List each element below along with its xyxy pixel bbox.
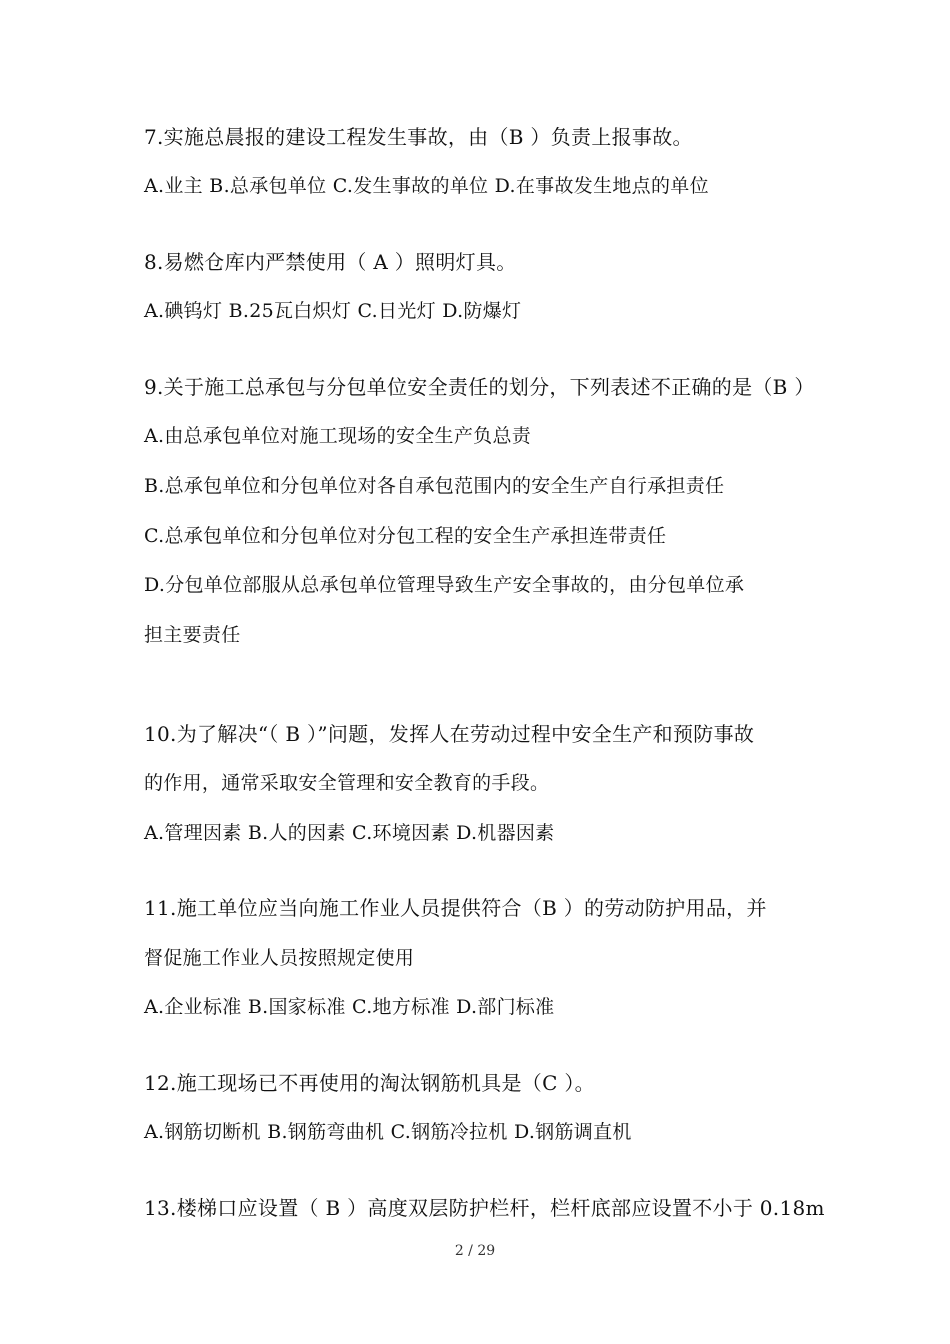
- q12-options: A.钢筋切断机 B.钢筋弯曲机 C.钢筋冷拉机 D.钢筋调直机: [144, 1121, 632, 1143]
- q10-stem-line-2: 的作用，通常采取安全管理和安全教育的手段。: [144, 772, 550, 794]
- q8-stem-line-1: 8.易燃仓库内严禁使用（ A ）照明灯具。: [144, 250, 517, 274]
- q11-options: A.企业标准 B.国家标准 C.地方标准 D.部门标准: [144, 996, 555, 1018]
- q9-option-b: B.总承包单位和分包单位对各自承包范围内的安全生产自行承担责任: [144, 475, 725, 497]
- q9-option-d-line-1: D.分包单位部服从总承包单位管理导致生产安全事故的，由分包单位承: [144, 574, 745, 596]
- q11-stem-line-2: 督促施工作业人员按照规定使用: [144, 947, 415, 969]
- page-number: 2 / 29: [454, 1243, 496, 1259]
- q10-stem-line-1: 10.为了解决“（ B ）”问题，发挥人在劳动过程中安全生产和预防事故: [144, 722, 755, 746]
- q9-option-c: C.总承包单位和分包单位对分包工程的安全生产承担连带责任: [144, 525, 667, 547]
- q9-stem-line-1: 9.关于施工总承包与分包单位安全责任的划分，下列表述不正确的是（B ）: [144, 375, 815, 399]
- q9-option-d-line-2: 担主要责任: [144, 624, 241, 646]
- q12-stem-line-1: 12.施工现场已不再使用的淘汰钢筋机具是（C ）。: [144, 1071, 595, 1095]
- q8-options: A.碘钨灯 B.25瓦白炽灯 C.日光灯 D.防爆灯: [144, 300, 522, 322]
- q10-options: A.管理因素 B.人的因素 C.环境因素 D.机器因素: [144, 822, 555, 844]
- q13-stem-line-1: 13.楼梯口应设置（ B ）高度双层防护栏杆，栏杆底部应设置不小于 0.18m: [144, 1196, 825, 1220]
- q7-options: A.业主 B.总承包单位 C.发生事故的单位 D.在事故发生地点的单位: [144, 175, 709, 197]
- q9-option-a: A.由总承包单位对施工现场的安全生产负总责: [144, 425, 532, 447]
- q11-stem-line-1: 11.施工单位应当向施工作业人员提供符合（B ）的劳动防护用品，并: [144, 896, 767, 920]
- q7-stem-line-1: 7.实施总晨报的建设工程发生事故，由（B ）负责上报事故。: [144, 125, 693, 149]
